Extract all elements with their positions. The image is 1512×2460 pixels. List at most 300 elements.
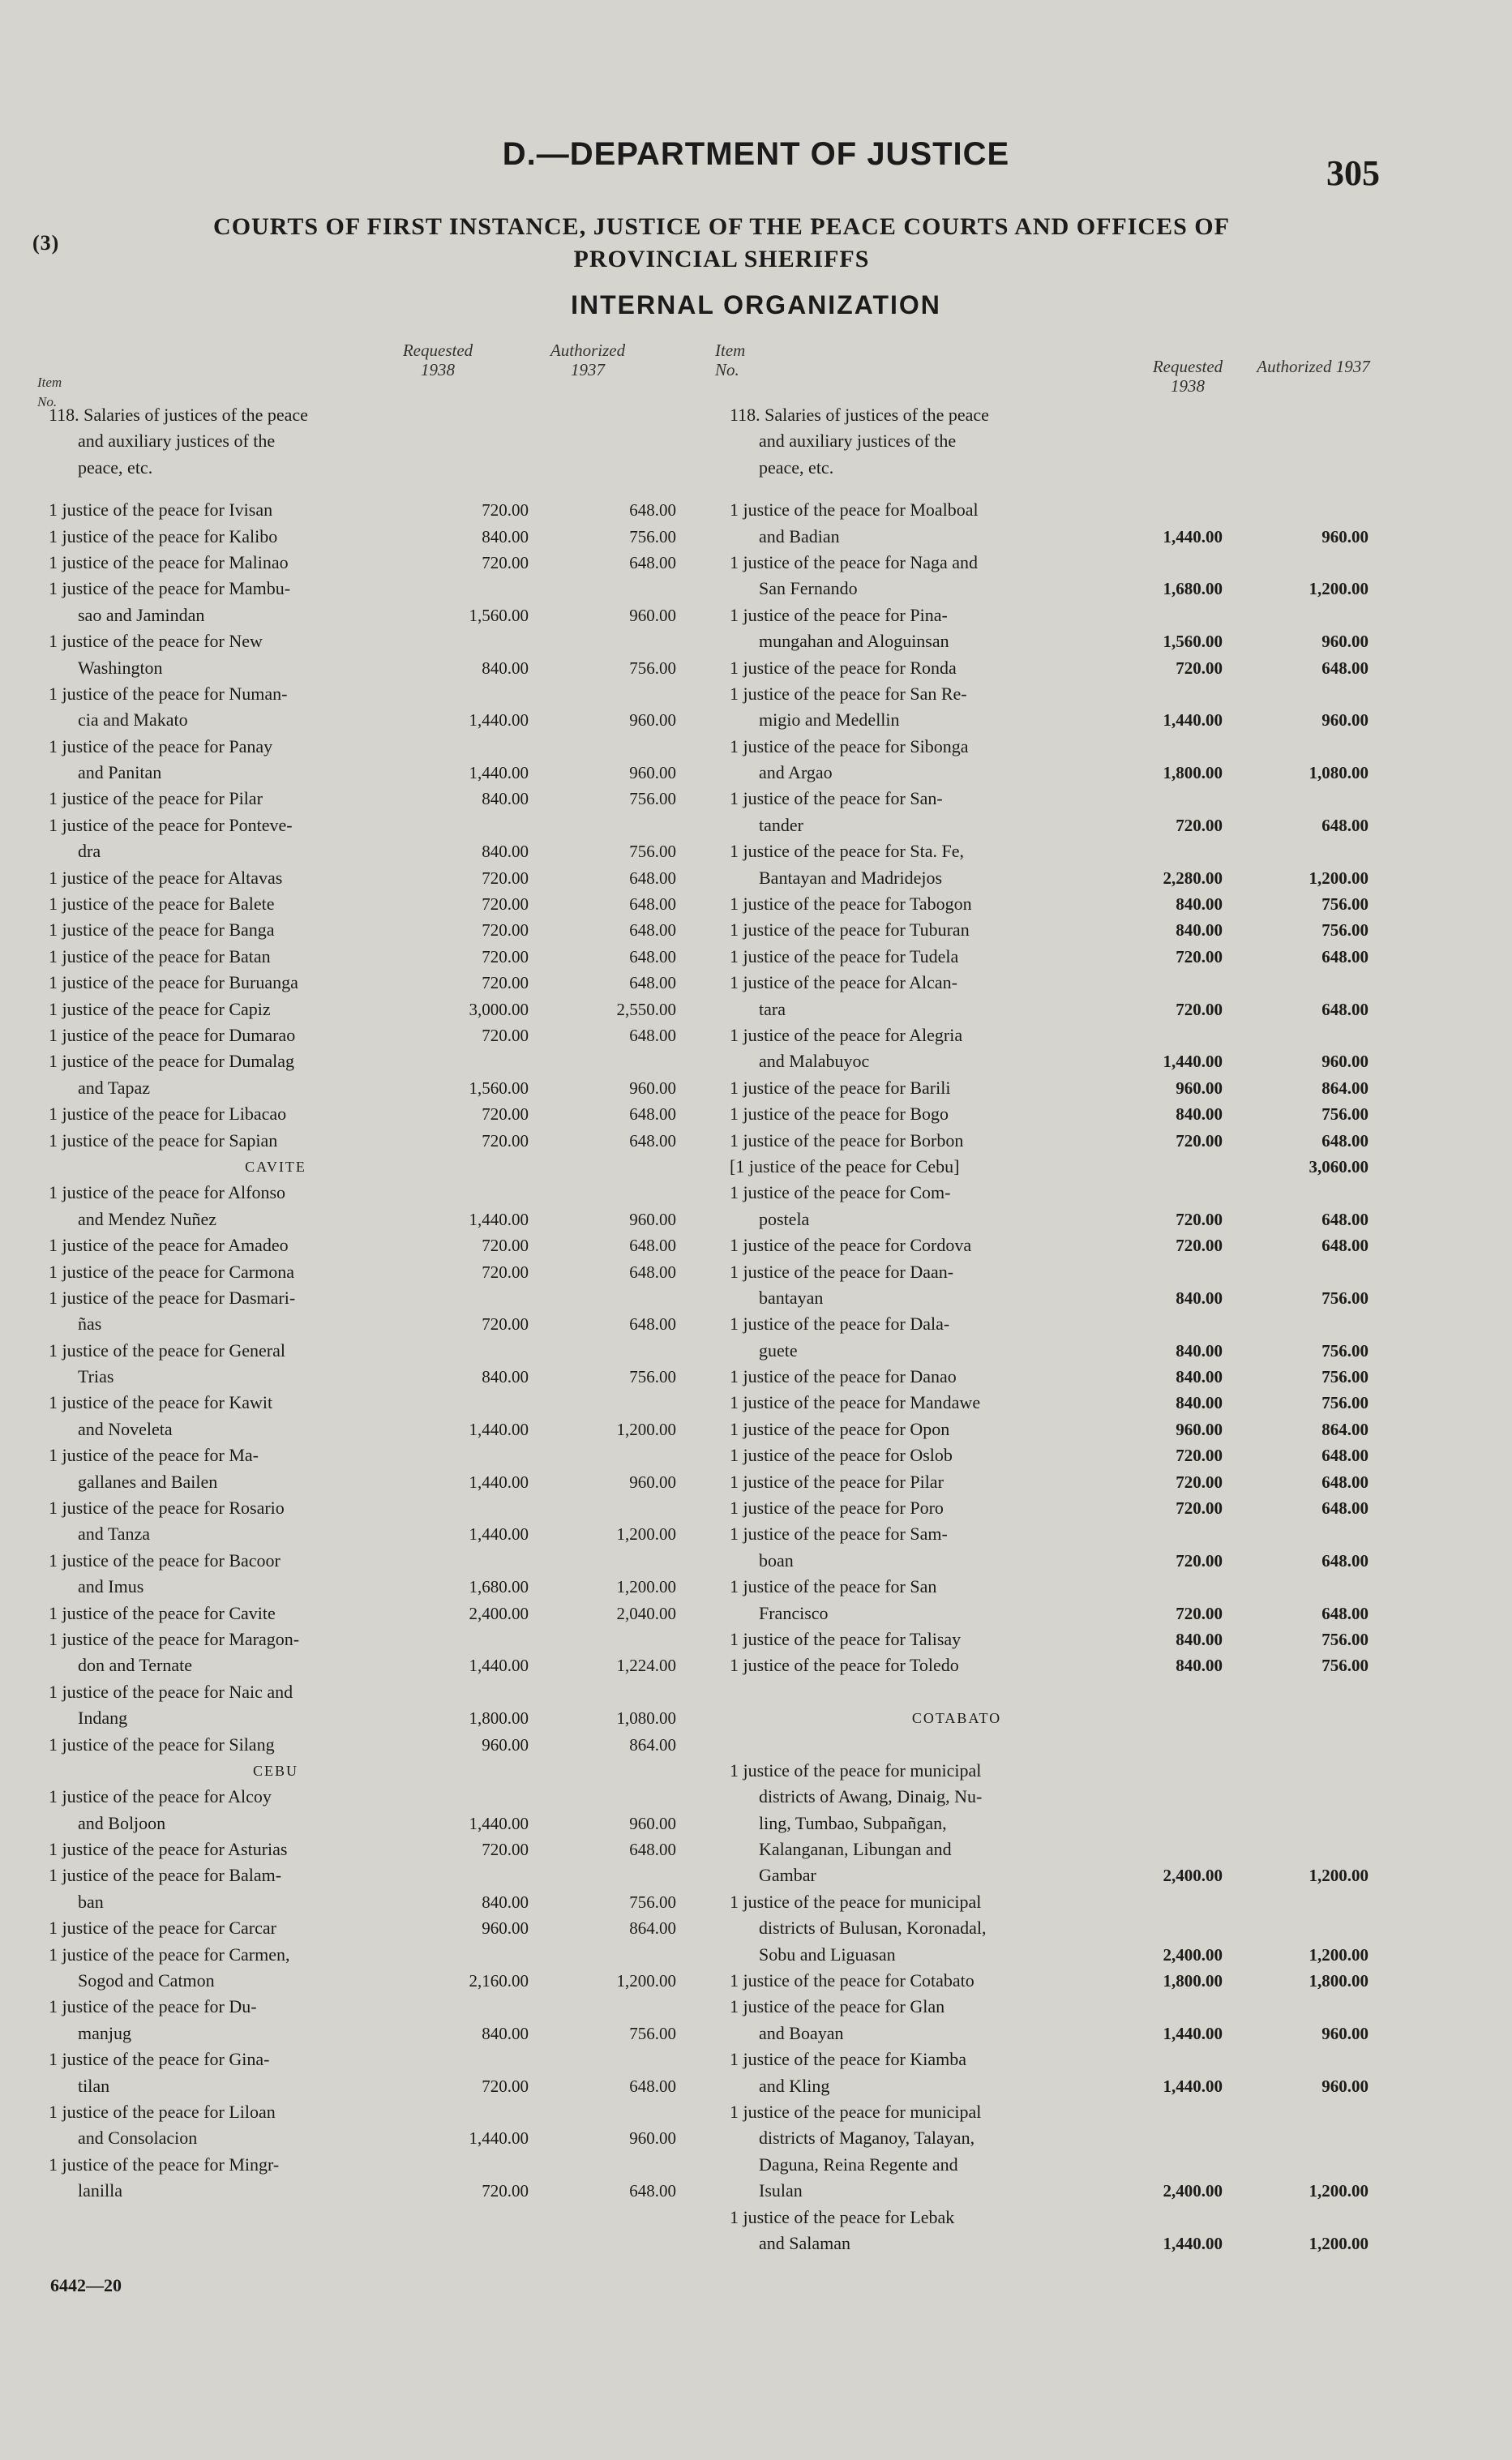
row-description: 1 justice of the peace for Kawit [49,1392,273,1413]
requested-1938-value: 1,800.00 [1163,1971,1223,1991]
requested-1938-value: 1,800.00 [469,1708,529,1729]
table-row [49,1574,689,1600]
row-description: 1 justice of the peace for Tudela [730,945,959,966]
row-description: 1 justice of the peace for Asturias [49,1839,288,1860]
authorized-1937-value: 960.00 [1321,710,1369,731]
table-row [49,865,689,891]
row-description: ban [78,1891,104,1912]
table-row [730,524,1378,550]
authorized-1937-value: 3,060.00 [1309,1156,1369,1176]
row-description: and Salaman [759,2232,851,2253]
requested-1938-value: 840.00 [1176,1340,1223,1361]
row-description: ling, Tumbao, Subpañgan, [759,1812,947,1833]
authorized-1937-value: 648.00 [629,1025,676,1045]
table-row [730,1206,1378,1232]
row-description: San Fernando [759,578,858,599]
table-row [49,1048,689,1074]
row-description: Washington [78,657,163,678]
authorized-1937-value: 1,200.00 [1309,1866,1369,1886]
row-description: and Panitan [78,762,162,783]
requested-1938-value: 720.00 [1176,1550,1223,1571]
requested-1938-value: 1,440.00 [469,1419,529,1439]
row-description: 1 justice of the peace for Opon [730,1418,950,1439]
authorized-1937-value: 756.00 [629,1367,676,1387]
authorized-1937-value: 1,200.00 [1309,2233,1369,2253]
row-description: 1 justice of the peace for Tuburan [730,919,970,941]
row-description: 1 justice of the peace for municipal [730,1759,982,1781]
province-subheading: CAVITE [245,1158,306,1175]
authorized-1937-value: 960.00 [1321,526,1369,546]
row-description: 1 justice of the peace for Bacoor [49,1549,281,1571]
table-row [730,1232,1378,1258]
authorized-1937-value: 648.00 [629,1262,676,1282]
table-row [730,1285,1378,1311]
section-heading-line: and auxiliary justices of the [78,431,276,452]
table-row [730,1758,1378,1784]
authorized-1937-value: 648.00 [1321,1236,1369,1256]
authorized-1937-value: 756.00 [1321,1393,1369,1413]
table-row [49,1601,689,1626]
table-row [49,1469,689,1495]
authorized-1937-value: 756.00 [1321,1629,1369,1649]
requested-1938-value: 840.00 [1176,1629,1223,1649]
row-description: 1 justice of the peace for Sam- [730,1524,948,1545]
authorized-1937-value: 960.00 [629,1078,676,1098]
requested-1938-value: 720.00 [482,1104,529,1125]
authorized-1937-value: 756.00 [629,789,676,809]
requested-1938-value: 1,440.00 [1163,2023,1223,2043]
authorized-1937-value: 648.00 [629,973,676,993]
table-row [730,1390,1378,1416]
row-description: Kalanganan, Libungan and [759,1839,952,1860]
authorized-1937-value: 960.00 [629,763,676,783]
requested-1938-value: 1,560.00 [469,605,529,625]
row-description: districts of Maganoy, Talayan, [759,2128,975,2149]
table-row [730,2099,1378,2125]
requested-1938-value: 720.00 [1176,1130,1223,1151]
row-description: cia and Makato [78,709,188,731]
table-row [49,1784,689,1810]
authorized-1937-value: 1,200.00 [1309,1944,1369,1965]
requested-1938-value: 1,440.00 [1163,526,1223,546]
table-row [730,760,1378,786]
row-description: 1 justice of the peace for Toledo [730,1655,959,1676]
row-description: boan [759,1549,794,1571]
table-row [730,1626,1378,1652]
section-heading-line: 118. Salaries of justices of the peace [49,405,308,425]
authorized-header-left: Authorized 1937 [550,341,626,379]
table-row [49,1915,689,1941]
province-subheading: CEBU [252,1762,298,1779]
authorized-1937-value: 960.00 [1321,632,1369,652]
row-description: 1 justice of the peace for Kalibo [49,525,278,546]
table-row [730,865,1378,891]
table-row [49,1942,689,1968]
table-row [49,917,689,943]
row-description: and Malabuyoc [759,1051,870,1072]
table-row [730,1442,1378,1468]
table-row [730,497,1378,523]
section-title-line-1: COURTS OF FIRST INSTANCE, JUSTICE OF THE PEACE COURTS AND OFFICES OF [213,213,1230,240]
table-row [730,1364,1378,1390]
table-row [730,1968,1378,1994]
row-description: dra [78,841,101,862]
row-description: 1 justice of the peace for Lebak [730,2206,955,2227]
table-row [49,1626,689,1652]
requested-1938-value: 840.00 [482,1892,529,1912]
row-description: Sobu and Liguasan [759,1944,896,1965]
authorized-1937-value: 756.00 [1321,920,1369,941]
row-description: gallanes and Bailen [78,1471,218,1492]
row-description: 1 justice of the peace for Batan [49,945,271,966]
row-description: Daguna, Reina Regente and [759,2154,958,2175]
table-row [730,1836,1378,1862]
left-column [49,402,689,2205]
row-description: [1 justice of the peace for Cebu] [730,1155,960,1176]
row-description: Indang [78,1708,128,1729]
table-row [49,1364,689,1390]
requested-1938-value: 840.00 [1176,1104,1223,1125]
row-description: and Kling [759,2075,830,2096]
row-description: guete [759,1339,798,1361]
authorized-1937-value: 756.00 [1321,1367,1369,1387]
row-description: 1 justice of the peace for Balam- [49,1865,282,1886]
authorized-1937-value: 2,550.00 [616,999,676,1019]
requested-1938-value: 960.00 [482,1734,529,1755]
table-row [730,891,1378,917]
table-row [730,1259,1378,1285]
requested-1938-value: 720.00 [482,1130,529,1151]
row-description: 1 justice of the peace for Talisay [730,1628,962,1649]
table-row [730,1338,1378,1364]
requested-1938-value: 1,440.00 [469,1524,529,1545]
requested-1938-value: 960.00 [482,1918,529,1939]
table-row [730,2073,1378,2099]
table-row [730,1154,1378,1180]
row-description: mungahan and Aloguinsan [759,631,949,652]
table-row [49,1705,689,1731]
authorized-1937-value: 1,200.00 [1309,2181,1369,2201]
authorized-1937-value: 864.00 [629,1734,676,1755]
right-column [730,402,1378,2256]
requested-1938-value: 840.00 [482,1367,529,1387]
row-description: tara [759,998,786,1019]
province-subheading: COTABATO [911,1710,1002,1727]
table-row [49,1521,689,1547]
table-row [730,1495,1378,1521]
requested-1938-value: 840.00 [482,842,529,862]
organization-title: INTERNAL ORGANIZATION [571,290,941,319]
table-row [49,1416,689,1442]
table-row [49,2099,689,2125]
authorized-1937-value: 756.00 [1321,1656,1369,1676]
table-row [730,1469,1378,1495]
table-row [49,497,689,523]
table-row [730,2125,1378,2151]
table-row [730,1601,1378,1626]
authorized-1937-value: 960.00 [629,2128,676,2149]
table-row [730,944,1378,970]
row-description: migio and Medellin [759,709,900,731]
section-heading-line: 118. Salaries of justices of the peace [730,405,989,425]
page-number: 305 [1326,153,1380,193]
requested-1938-value: 1,440.00 [469,710,529,731]
row-description: 1 justice of the peace for Amadeo [49,1235,289,1256]
requested-1938-value: 1,440.00 [1163,1052,1223,1072]
requested-1938-value: 1,440.00 [469,1472,529,1492]
row-description: 1 justice of the peace for Cordova [730,1235,972,1256]
row-description: 1 justice of the peace for Borbon [730,1129,964,1151]
row-description: 1 justice of the peace for San Re- [730,683,967,704]
authorized-1937-value: 756.00 [629,1892,676,1912]
table-row [730,550,1378,576]
requested-1938-value: 720.00 [482,920,529,941]
authorized-header-right: Authorized 1937 [1257,357,1370,376]
row-description: and Noveleta [78,1418,173,1439]
table-row [49,1862,689,1888]
row-description: 1 justice of the peace for Dasmari- [49,1287,296,1308]
requested-1938-value: 1,560.00 [469,1078,529,1098]
table-row [730,602,1378,628]
table-row [49,786,689,812]
row-description: 1 justice of the peace for Sibonga [730,735,969,756]
row-description: 1 justice of the peace for Alegria [730,1024,963,1045]
requested-1938-value: 2,400.00 [1163,1866,1223,1886]
row-description: and Argao [759,762,833,783]
table-row [730,1784,1378,1810]
requested-1938-value: 1,440.00 [1163,2233,1223,2253]
row-description: 1 justice of the peace for Numan- [49,683,288,704]
authorized-1937-value: 1,200.00 [616,1577,676,1597]
table-row [730,707,1378,733]
requested-1938-value: 1,440.00 [469,1656,529,1676]
table-row [49,576,689,602]
row-description: and Badian [759,525,840,546]
section-heading-line: peace, etc. [78,456,153,478]
row-description: 1 justice of the peace for Sapian [49,1129,278,1151]
table-row [730,1548,1378,1574]
table-row [49,1128,689,1154]
requested-1938-value: 1,800.00 [1163,763,1223,783]
authorized-1937-value: 648.00 [1321,1209,1369,1229]
authorized-1937-value: 648.00 [629,552,676,572]
table-row [730,1101,1378,1127]
requested-1938-value: 720.00 [1176,1209,1223,1229]
table-row [49,1811,689,1836]
table-row [49,970,689,996]
row-description: 1 justice of the peace for Cotabato [730,1970,974,1991]
authorized-1937-value: 864.00 [629,1918,676,1939]
authorized-1937-value: 1,800.00 [1309,1971,1369,1991]
authorized-1937-value: 1,200.00 [1309,868,1369,888]
authorized-1937-value: 2,040.00 [616,1603,676,1623]
authorized-1937-value: 864.00 [1321,1078,1369,1098]
requested-1938-value: 720.00 [1176,1472,1223,1492]
authorized-1937-value: 1,200.00 [616,1524,676,1545]
table-row [730,655,1378,681]
row-description: Isulan [759,2180,803,2201]
requested-1938-value: 3,000.00 [469,999,529,1019]
row-description: 1 justice of the peace for Altavas [49,867,283,888]
requested-1938-value: 840.00 [1176,1288,1223,1308]
row-description: 1 justice of the peace for Poro [730,1498,944,1519]
row-description: 1 justice of the peace for Carmona [49,1261,294,1282]
authorized-1937-value: 960.00 [629,1813,676,1833]
row-description: 1 justice of the peace for Banga [49,919,275,941]
requested-1938-value: 1,680.00 [1163,579,1223,599]
row-description: 1 justice of the peace for Mambu- [49,578,291,599]
requested-1938-value: 720.00 [482,552,529,572]
table-row [49,1285,689,1311]
row-description: and Mendez Nuñez [78,1208,217,1229]
row-description: 1 justice of the peace for Daan- [730,1261,954,1282]
row-description: 1 justice of the peace for Carcar [49,1918,276,1939]
requested-1938-value: 720.00 [482,868,529,888]
row-description: 1 justice of the peace for Naic and [49,1681,293,1702]
row-description: 1 justice of the peace for Ponteve- [49,814,293,835]
requested-1938-value: 720.00 [1176,1603,1223,1623]
row-description: 1 justice of the peace for New [49,631,263,652]
requested-1938-value: 1,440.00 [1163,2076,1223,2096]
requested-1938-value: 2,400.00 [469,1603,529,1623]
row-description: 1 justice of the peace for San [730,1576,937,1597]
row-description: 1 justice of the peace for Panay [49,735,273,756]
requested-1938-value: 840.00 [1176,1393,1223,1413]
section-number: (3) [32,231,60,255]
table-row [49,944,689,970]
table-row [49,1259,689,1285]
authorized-1937-value: 648.00 [1321,1130,1369,1151]
spacer [730,1732,1378,1758]
authorized-1937-value: 756.00 [1321,1340,1369,1361]
row-description: don and Ternate [78,1655,193,1676]
table-row [49,1836,689,1862]
requested-1938-value: 720.00 [1176,999,1223,1019]
requested-1938-value: 1,440.00 [469,1209,529,1229]
authorized-1937-value: 960.00 [629,710,676,731]
requested-1938-value: 720.00 [1176,1498,1223,1519]
table-row [49,1548,689,1574]
row-description: 1 justice of the peace for Glan [730,1996,945,2017]
table-row [730,917,1378,943]
authorized-1937-value: 960.00 [629,1209,676,1229]
table-row [49,891,689,917]
table-row [730,812,1378,838]
requested-1938-value: 1,440.00 [469,2128,529,2149]
department-header: D.—DEPARTMENT OF JUSTICE [502,136,1010,172]
row-description: 1 justice of the peace for Gina- [49,2049,270,2070]
authorized-1937-value: 1,200.00 [1309,579,1369,599]
table-row [49,681,689,707]
authorized-1937-value: 960.00 [1321,1052,1369,1072]
row-description: Francisco [759,1602,829,1623]
requested-1938-value: 840.00 [1176,1656,1223,1676]
row-description: 1 justice of the peace for Carmen, [49,1944,290,1965]
requested-1938-value: 2,400.00 [1163,1944,1223,1965]
requested-1938-value: 1,440.00 [1163,710,1223,731]
table-row [49,1390,689,1416]
authorized-1937-value: 756.00 [629,842,676,862]
authorized-1937-value: 960.00 [1321,2076,1369,2096]
row-description: 1 justice of the peace for Buruanga [49,972,298,993]
row-description: 1 justice of the peace for Danao [730,1366,957,1387]
row-description: districts of Awang, Dinaig, Nu- [759,1786,983,1807]
row-description: 1 justice of the peace for Libacao [49,1104,287,1125]
row-description: and Tanza [78,1524,151,1545]
row-description: 1 justice of the peace for municipal [730,1891,982,1912]
row-description: bantayan [759,1287,824,1308]
row-description: 1 justice of the peace for Tabogon [730,894,972,915]
row-description: 1 justice of the peace for Bogo [730,1104,949,1125]
table-row [49,602,689,628]
row-description: Sogod and Catmon [78,1970,215,1991]
requested-1938-value: 840.00 [482,2023,529,2043]
authorized-1937-value: 648.00 [1321,1550,1369,1571]
requested-1938-value: 840.00 [482,526,529,546]
row-description: and Tapaz [78,1077,151,1098]
table-row [49,1180,689,1206]
table-row [730,734,1378,760]
table-row [49,2073,689,2099]
table-row [730,1075,1378,1101]
table-row [49,550,689,576]
authorized-1937-value: 648.00 [629,868,676,888]
table-row [49,524,689,550]
authorized-1937-value: 960.00 [1321,2023,1369,2043]
row-description: 1 justice of the peace for Dumalag [49,1051,294,1072]
authorized-1937-value: 1,224.00 [616,1656,676,1676]
requested-1938-value: 720.00 [1176,1236,1223,1256]
authorized-1937-value: 648.00 [629,500,676,521]
row-description: postela [759,1208,810,1229]
table-row [730,1416,1378,1442]
row-description: 1 justice of the peace for Silang [49,1734,275,1755]
table-row [49,1022,689,1048]
authorized-1937-value: 756.00 [629,2023,676,2043]
table-row [730,786,1378,812]
table-row [730,1889,1378,1915]
requested-1938-value: 2,160.00 [469,1971,529,1991]
row-description: 1 justice of the peace for Maragon- [49,1628,300,1649]
table-row [49,1889,689,1915]
requested-1938-value: 720.00 [1176,658,1223,678]
spacer [730,1679,1378,1705]
row-description: 1 justice of the peace for Mandawe [730,1392,981,1413]
table-row [49,1442,689,1468]
requested-1938-value: 840.00 [1176,1367,1223,1387]
requested-1938-value: 720.00 [482,946,529,966]
row-description: 1 justice of the peace for Moalboal [730,499,979,521]
table-row [730,1180,1378,1206]
authorized-1937-value: 756.00 [1321,894,1369,915]
row-description: 1 justice of the peace for San- [730,788,943,809]
row-description: 1 justice of the peace for Barili [730,1077,951,1098]
section-heading-line: peace, etc. [759,456,834,478]
authorized-1937-value: 648.00 [629,1236,676,1256]
authorized-1937-value: 756.00 [629,526,676,546]
footer-note: 6442—20 [50,2275,122,2295]
table-row [730,2021,1378,2046]
table-row [730,1048,1378,1074]
row-description: 1 justice of the peace for Ivisan [49,499,273,521]
row-description: Gambar [759,1865,816,1886]
requested-1938-value: 2,400.00 [1163,2181,1223,2201]
table-row [49,1338,689,1364]
authorized-1937-value: 864.00 [1321,1419,1369,1439]
authorized-1937-value: 756.00 [1321,1104,1369,1125]
table-row [730,1574,1378,1600]
row-description: districts of Bulusan, Koronadal, [759,1918,987,1939]
